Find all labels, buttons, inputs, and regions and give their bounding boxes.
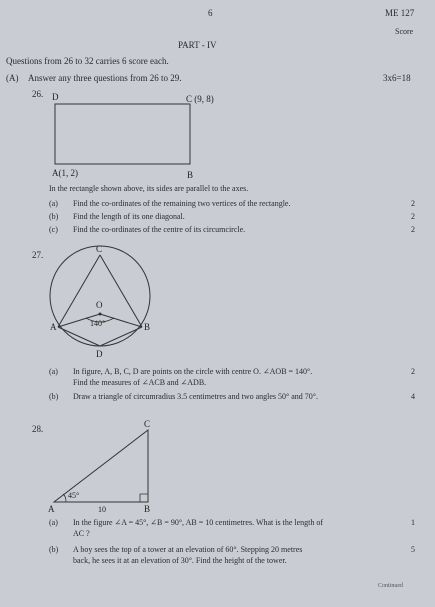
label-a: A(1, 2) bbox=[52, 168, 78, 178]
q27-part-text: In figure, A, B, C, D are points on the circle with centre O. ∠AOB = 140°. bbox=[73, 367, 313, 376]
label-a: A bbox=[50, 322, 57, 332]
q28-part-label: (a) bbox=[49, 518, 58, 527]
label-d: D bbox=[52, 92, 59, 102]
part-intro: Questions from 26 to 32 carries 6 score each. bbox=[6, 56, 169, 66]
question-number-26: 26. bbox=[32, 89, 44, 99]
triangle-figure bbox=[0, 410, 435, 520]
label-b: B bbox=[144, 322, 151, 332]
q28-part-text: A boy sees the top of a tower at an elevation of 60°. Stepping 20 metres bbox=[73, 545, 303, 554]
q26-part-label: (a) bbox=[49, 199, 58, 208]
label-d: D bbox=[96, 349, 103, 359]
section-marks: 3x6=18 bbox=[383, 73, 411, 83]
q26-stem: In the rectangle shown above, its sides are parallel to the axes. bbox=[49, 184, 249, 193]
label-a: A bbox=[48, 504, 55, 514]
q26-part-text: Find the length of its one diagonal. bbox=[73, 212, 185, 221]
side-ab: 10 bbox=[98, 505, 106, 514]
q27-part-label: (a) bbox=[49, 367, 58, 376]
q28-part-text-cont: AC ? bbox=[73, 529, 90, 538]
label-b: B bbox=[144, 504, 151, 514]
label-o: O bbox=[96, 300, 103, 310]
q28-part-text: In the figure ∠A = 45°, ∠B = 90°, AB = 10 centimetres. What is the length of bbox=[73, 518, 324, 527]
angle-aob: 140° bbox=[90, 319, 106, 328]
q27-part-label: (b) bbox=[49, 392, 59, 401]
score-heading: Score bbox=[395, 27, 414, 36]
label-b: B bbox=[187, 170, 194, 180]
q28-part-marks: 5 bbox=[411, 545, 415, 554]
label-c: C bbox=[96, 244, 103, 254]
continued-note: Continued bbox=[378, 583, 403, 589]
q27-part-text-cont: Find the measures of ∠ACB and ∠ADB. bbox=[73, 378, 207, 387]
q26-part-label: (c) bbox=[49, 225, 58, 234]
circle-figure bbox=[0, 240, 435, 370]
q26-part-marks: 2 bbox=[411, 225, 415, 234]
page-number: 6 bbox=[208, 8, 213, 18]
q26-part-marks: 2 bbox=[411, 212, 415, 221]
paper-code: ME 127 bbox=[385, 8, 415, 18]
question-number-27: 27. bbox=[32, 250, 44, 260]
rectangle-figure bbox=[0, 0, 435, 200]
q26-part-text: Find the co-ordinates of the remaining two vertices of the rectangle. bbox=[73, 199, 291, 208]
q28-part-text-cont: back, he sees it at an elevation of 30°. Find the height of the tower. bbox=[73, 556, 287, 565]
q27-part-marks: 2 bbox=[411, 367, 415, 376]
part-title: PART - IV bbox=[178, 40, 217, 50]
q27-part-marks: 4 bbox=[411, 392, 415, 401]
q26-part-text: Find the co-ordinates of the centre of its circumcircle. bbox=[73, 225, 246, 234]
q28-part-marks: 1 bbox=[411, 518, 415, 527]
section-label: (A) bbox=[6, 73, 19, 83]
q27-part-text: Draw a triangle of circumradius 3.5 centimetres and two angles 50° and 70°. bbox=[73, 392, 318, 401]
angle-a: 45° bbox=[68, 491, 80, 500]
section-instruction: Answer any three questions from 26 to 29. bbox=[28, 73, 182, 83]
label-c: C bbox=[144, 419, 151, 429]
q26-part-marks: 2 bbox=[411, 199, 415, 208]
q28-part-label: (b) bbox=[49, 545, 59, 554]
q26-part-label: (b) bbox=[49, 212, 59, 221]
label-c: C (9, 8) bbox=[186, 94, 214, 104]
question-number-28: 28. bbox=[32, 424, 44, 434]
